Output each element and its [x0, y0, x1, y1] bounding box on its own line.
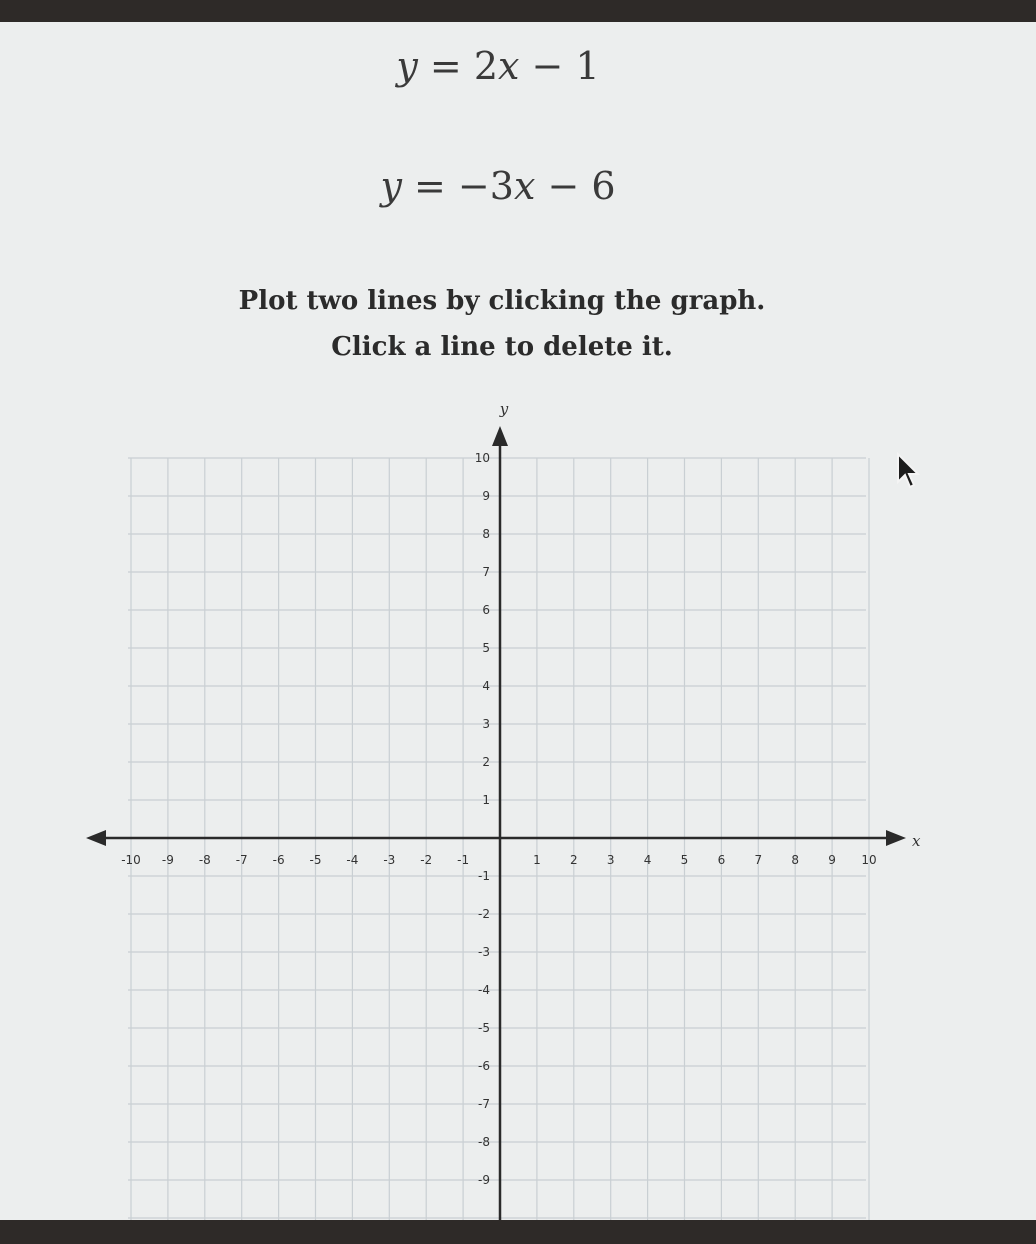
- equation-1-variable: x: [498, 44, 520, 88]
- x-axis-right-arrow-icon: [886, 830, 906, 846]
- y-tick-label: 7: [482, 565, 490, 579]
- equation-1-coefficient: 2: [473, 44, 499, 88]
- x-tick-label: -9: [161, 853, 174, 867]
- mouse-pointer-icon: [894, 452, 922, 492]
- x-tick-label: 3: [606, 853, 615, 867]
- x-tick-label: -4: [346, 853, 359, 867]
- y-tick-label: 4: [482, 679, 490, 693]
- y-tick-label: -7: [478, 1097, 490, 1111]
- x-tick-label: 10: [861, 853, 877, 867]
- y-tick-label: -5: [478, 1021, 490, 1035]
- x-tick-label: -10: [121, 853, 141, 867]
- y-tick-label: 3: [482, 717, 490, 731]
- x-axis-label: x: [912, 832, 921, 850]
- x-tick-label: -8: [198, 853, 211, 867]
- x-tick-label: -5: [309, 853, 322, 867]
- y-tick-label: 9: [482, 489, 490, 503]
- y-tick-label: 2: [482, 755, 490, 769]
- equation-2-equals: =: [401, 164, 458, 208]
- equation-1-lhs: y: [396, 44, 418, 88]
- x-tick-label: 4: [643, 853, 652, 867]
- x-tick-label: 5: [680, 853, 689, 867]
- x-tick-label: 8: [791, 853, 800, 867]
- coordinate-graph[interactable]: [0, 22, 1036, 1220]
- x-tick-label: -2: [420, 853, 433, 867]
- y-tick-label: 5: [482, 641, 490, 655]
- y-tick-label: 10: [474, 451, 490, 465]
- instruction-delete: Click a line to delete it.: [331, 332, 673, 362]
- y-tick-label: -9: [478, 1173, 490, 1187]
- instruction-plot: Plot two lines by clicking the graph.: [238, 286, 766, 316]
- y-tick-label: 6: [482, 603, 490, 617]
- x-tick-label: -7: [235, 853, 248, 867]
- x-tick-label: -1: [457, 853, 470, 867]
- y-tick-label: -8: [478, 1135, 490, 1149]
- y-tick-label: -4: [478, 983, 490, 997]
- equation-2-coefficient: −3: [457, 164, 514, 208]
- y-axis-up-arrow-icon: [492, 426, 508, 446]
- y-tick-label: -1: [478, 869, 490, 883]
- y-tick-label: -2: [478, 907, 490, 921]
- x-tick-label: -3: [383, 853, 396, 867]
- equation-2-lhs: y: [380, 164, 402, 208]
- x-tick-label: 1: [533, 853, 541, 867]
- y-tick-label: 1: [482, 793, 490, 807]
- x-tick-label: -6: [272, 853, 285, 867]
- y-axis-label: y: [499, 400, 509, 418]
- y-tick-label: 8: [482, 527, 490, 541]
- equation-1-constant: − 1: [519, 44, 600, 88]
- y-tick-label: -6: [478, 1059, 490, 1073]
- x-tick-label: 7: [754, 853, 763, 867]
- screen: [0, 22, 1036, 1220]
- x-tick-label: 2: [569, 853, 578, 867]
- y-tick-label: -3: [478, 945, 490, 959]
- axes: [86, 426, 906, 1220]
- equation-1-equals: =: [417, 44, 474, 88]
- equation-2-constant: − 6: [535, 164, 616, 208]
- x-tick-label: 9: [828, 853, 836, 867]
- equation-2-variable: x: [513, 164, 536, 208]
- x-axis-left-arrow-icon: [86, 830, 106, 846]
- x-tick-label: 6: [717, 853, 726, 867]
